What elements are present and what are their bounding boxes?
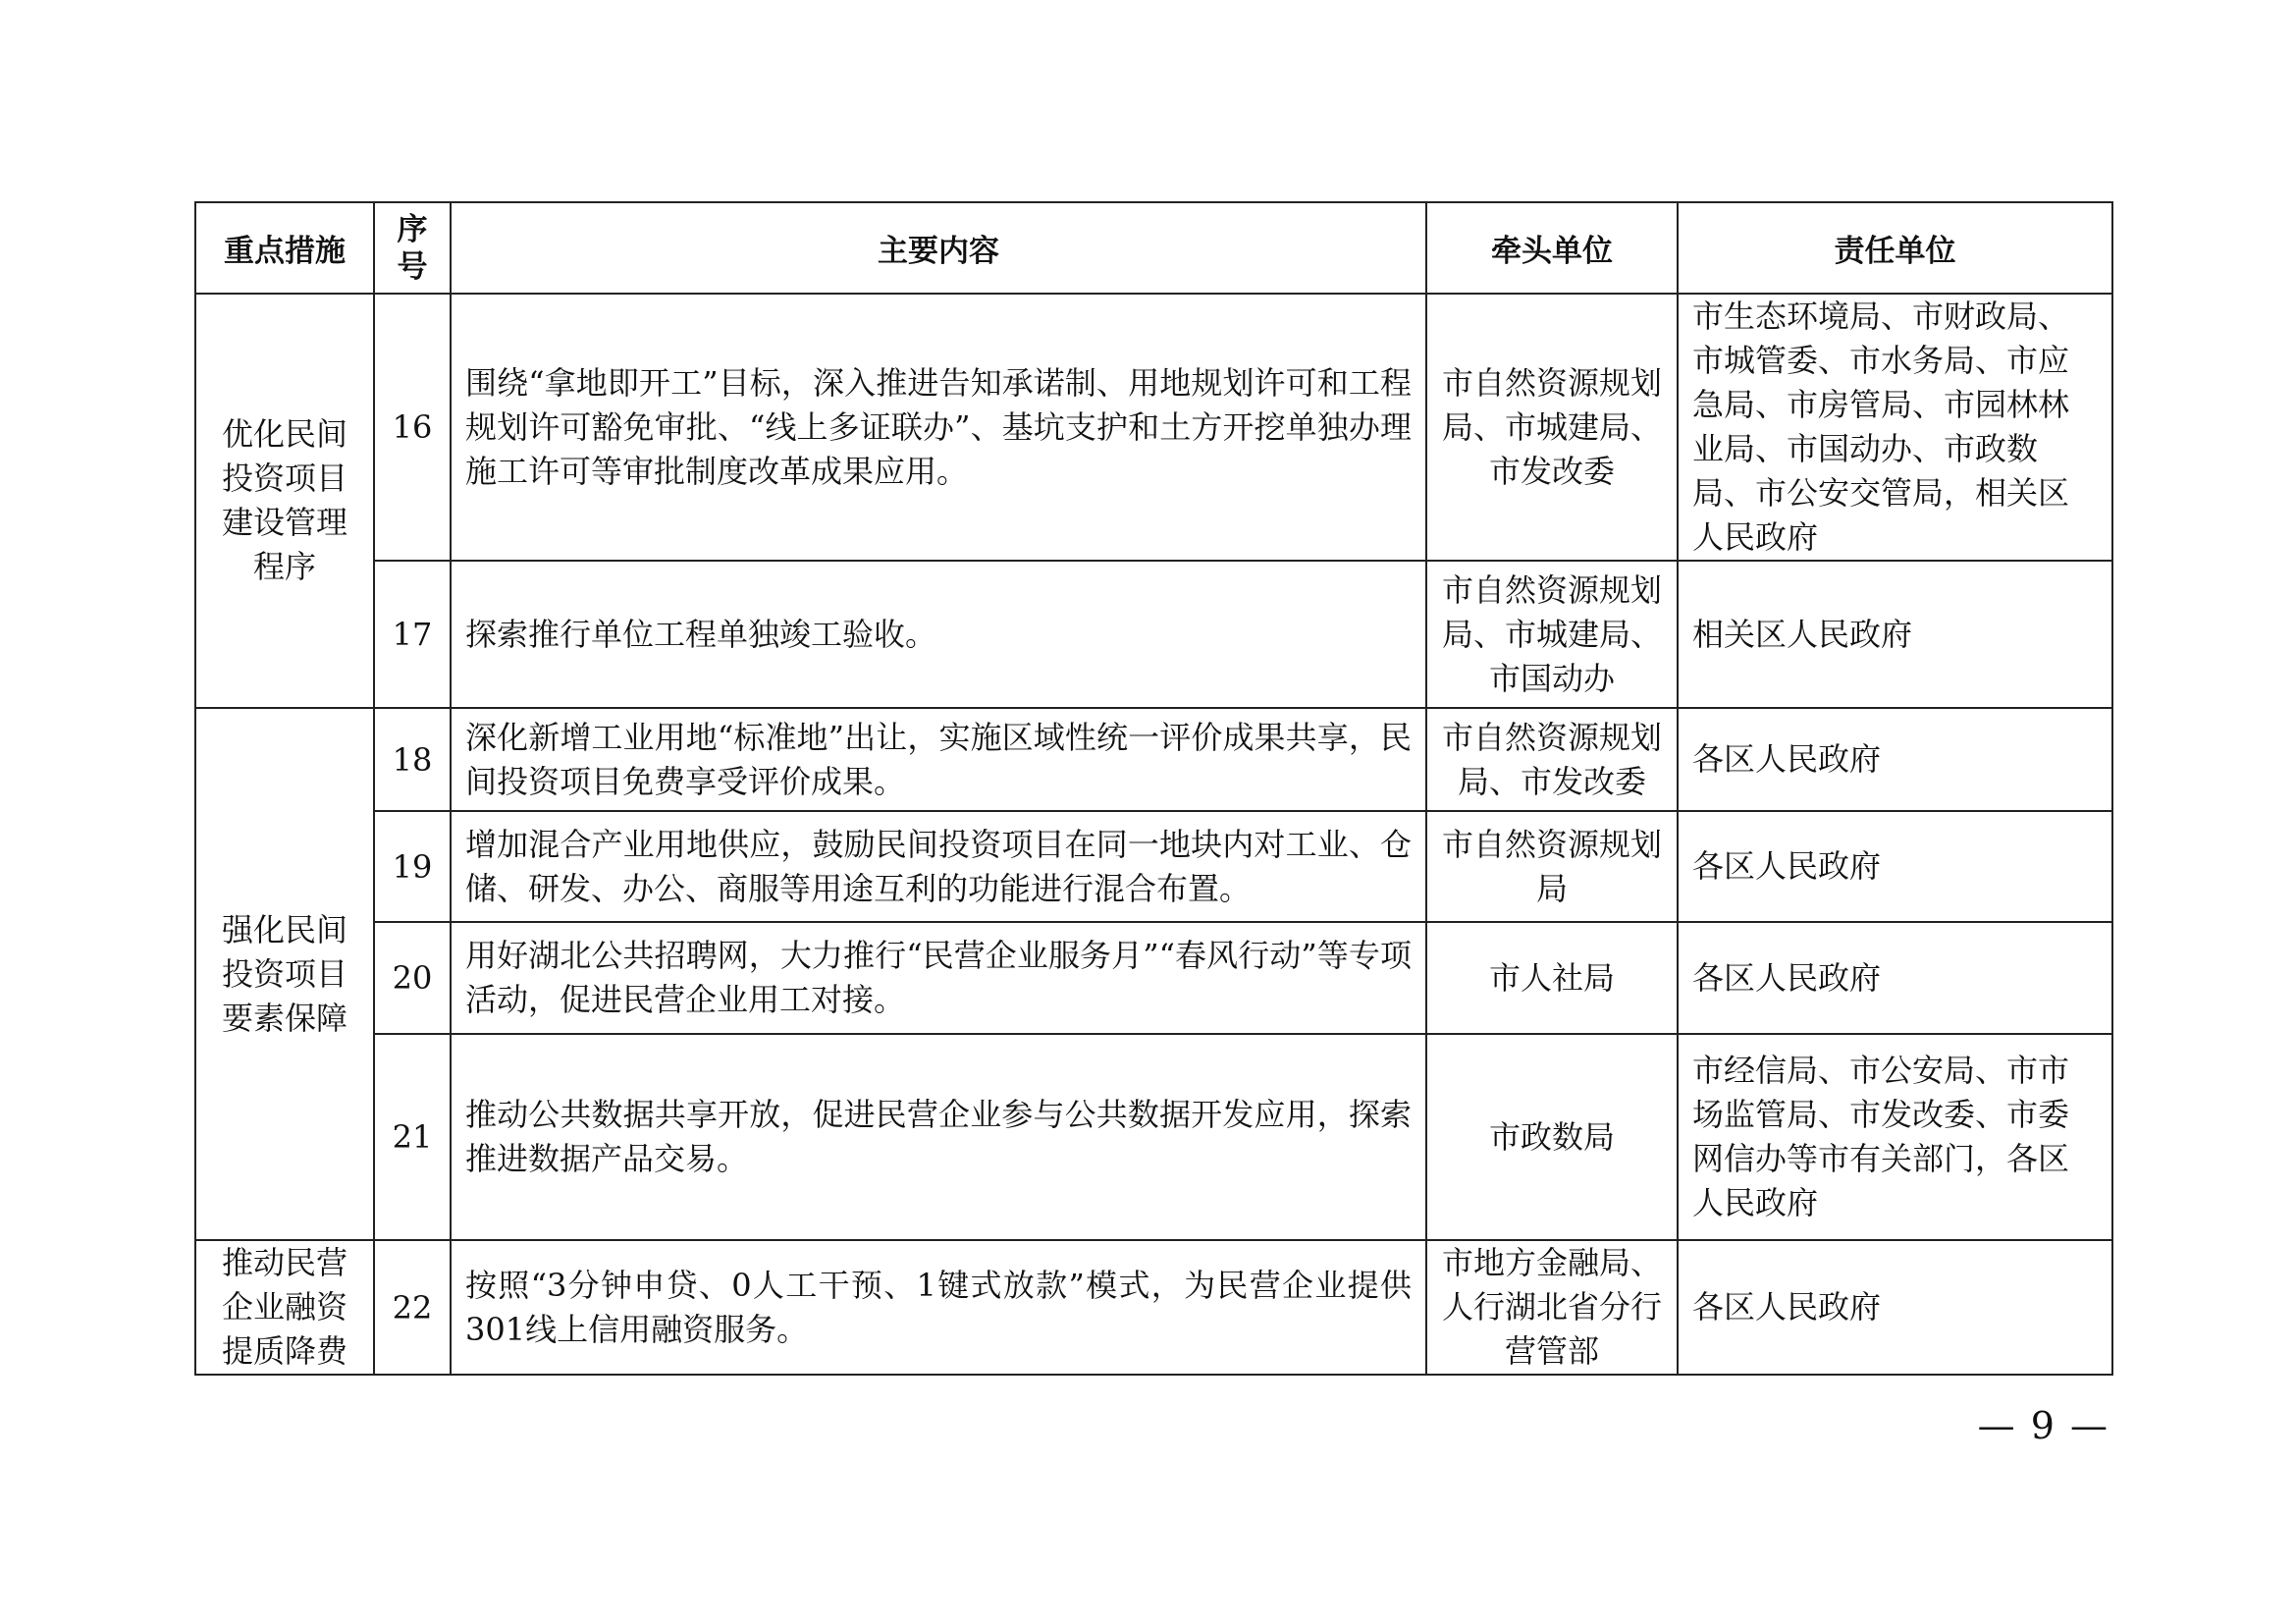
lead-cell: 市自然资源规划局、市发改委: [1426, 708, 1678, 811]
content-cell: 推动公共数据共享开放，促进民营企业参与公共数据开发应用，探索推进数据产品交易。: [451, 1034, 1426, 1240]
header-measure: 重点措施: [195, 202, 374, 294]
responsible-cell: 各区人民政府: [1678, 708, 2112, 811]
seq-cell: 22: [374, 1240, 451, 1375]
content-cell: 用好湖北公共招聘网，大力推行“民营企业服务月”“春风行动”等专项活动，促进民营企业用工对接。: [451, 922, 1426, 1034]
responsible-cell: 市经信局、市公安局、市市场监管局、市发改委、市委网信办等市有关部门，各区人民政府: [1678, 1034, 2112, 1240]
lead-cell: 市地方金融局、人行湖北省分行营管部: [1426, 1240, 1678, 1375]
seq-cell: 20: [374, 922, 451, 1034]
measure-cell: [195, 294, 374, 708]
content-cell: 增加混合产业用地供应，鼓励民间投资项目在同一地块内对工业、仓储、研发、办公、商服等用途互利的功能进行混合布置。: [451, 811, 1426, 922]
lead-cell: 市政数局: [1426, 1034, 1678, 1240]
measure-cell: [195, 708, 374, 1240]
responsible-cell: 各区人民政府: [1678, 922, 2112, 1034]
header-row: [195, 202, 2112, 294]
lead-cell: 市人社局: [1426, 922, 1678, 1034]
seq-cell: 19: [374, 811, 451, 922]
seq-cell: 16: [374, 294, 451, 561]
responsible-cell: 各区人民政府: [1678, 1240, 2112, 1375]
table-row: [195, 811, 2112, 922]
measures-table: [194, 201, 2113, 1376]
measure-label: 推动民营企业融资提质降费: [221, 1244, 347, 1370]
measure-cell: [195, 1240, 374, 1375]
lead-cell: 市自然资源规划局: [1426, 811, 1678, 922]
responsible-cell: 市生态环境局、市财政局、市城管委、市水务局、市应急局、市房管局、市园林林业局、市国动办、市政数局、市公安交管局，相关区人民政府: [1678, 294, 2112, 561]
header-seq-label: 序号: [397, 211, 428, 285]
measure-label: 优化民间投资项目建设管理程序: [221, 415, 347, 585]
header-content: 主要内容: [451, 202, 1426, 294]
responsible-cell: 相关区人民政府: [1678, 561, 2112, 708]
content-cell: 探索推行单位工程单独竣工验收。: [451, 561, 1426, 708]
seq-cell: 21: [374, 1034, 451, 1240]
table-row: [195, 561, 2112, 708]
measure-label: 强化民间投资项目要素保障: [221, 910, 347, 1037]
header-seq: [374, 202, 451, 294]
header-lead: 牵头单位: [1426, 202, 1678, 294]
table-row: [195, 294, 2112, 561]
content-cell: 围绕“拿地即开工”目标，深入推进告知承诺制、用地规划许可和工程规划许可豁免审批、“线上多证联办”、基坑支护和土方开挖单独办理施工许可等审批制度改革成果应用。: [451, 294, 1426, 561]
content-cell: 按照“3分钟申贷、0人工干预、1键式放款”模式，为民营企业提供301线上信用融资服务。: [451, 1240, 1426, 1375]
table-row: [195, 1240, 2112, 1375]
table-row: [195, 1034, 2112, 1240]
page-number: — 9 —: [1977, 1404, 2109, 1447]
responsible-cell: 各区人民政府: [1678, 811, 2112, 922]
lead-cell: 市自然资源规划局、市城建局、市国动办: [1426, 561, 1678, 708]
seq-cell: 18: [374, 708, 451, 811]
lead-cell: 市自然资源规划局、市城建局、市发改委: [1426, 294, 1678, 561]
table-row: [195, 922, 2112, 1034]
header-responsible: 责任单位: [1678, 202, 2112, 294]
seq-cell: 17: [374, 561, 451, 708]
table-row: [195, 708, 2112, 811]
content-cell: 深化新增工业用地“标准地”出让，实施区域性统一评价成果共享，民间投资项目免费享受评价成果。: [451, 708, 1426, 811]
